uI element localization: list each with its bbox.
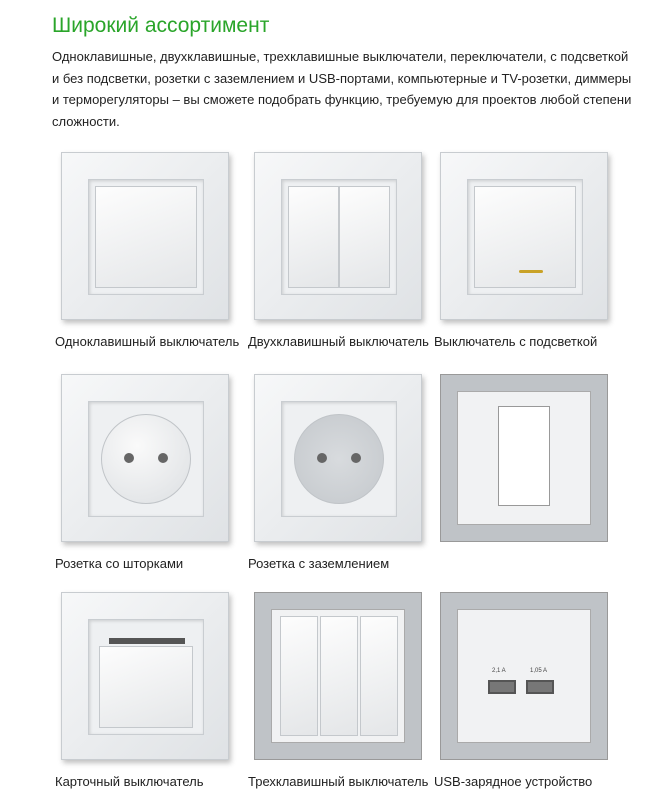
- product-image: [248, 586, 428, 766]
- product-shuttered-socket: [55, 368, 235, 571]
- product-label: Розетка с заземлением: [248, 556, 390, 571]
- product-double-switch: [248, 146, 428, 349]
- product-image: [434, 368, 614, 548]
- product-label: USB-зарядное устройство: [434, 774, 593, 789]
- product-image: [55, 586, 235, 766]
- product-grounded-socket: [248, 368, 428, 571]
- intro-text: Одноклавишные, двухклавишные, трехклавишные выключатели, переключатели, с подсветкой и без подсветки, розетки с заземлением и USB-портами, компьютерные и TV-розетки, диммеры и терморегуляторы – вы сможете подобрать функцию, требуемую для проектов любой степени сложности.: [52, 49, 632, 129]
- usb-port-1-rating: 2,1 A: [492, 668, 506, 674]
- product-label: Двухклавишный выключатель: [248, 334, 429, 349]
- product-image: [55, 146, 235, 326]
- product-illuminated-switch: [434, 146, 614, 349]
- product-image: [55, 368, 235, 548]
- product-image: [248, 146, 428, 326]
- page-title: Широкий ассортимент: [52, 14, 270, 37]
- product-image: [248, 368, 428, 548]
- product-label: Одноклавишный выключатель: [55, 334, 240, 349]
- product-label: Трехклавишный выключатель: [248, 774, 429, 789]
- product-label: Розетка со шторками: [55, 556, 184, 571]
- product-single-switch: [55, 146, 240, 349]
- product-card-switch: [55, 586, 235, 789]
- product-usb-charger: [434, 586, 614, 789]
- product-socket-mechanism: [434, 368, 614, 556]
- product-image: [434, 146, 614, 326]
- product-label: Карточный выключатель: [55, 774, 204, 789]
- product-image: [434, 586, 614, 766]
- product-triple-switch: [248, 586, 428, 789]
- usb-port-2-rating: 1,05 A: [530, 668, 548, 674]
- product-label: Выключатель с подсветкой: [434, 334, 598, 349]
- usb-port-icon: [526, 680, 554, 694]
- usb-port-icon: [488, 680, 516, 694]
